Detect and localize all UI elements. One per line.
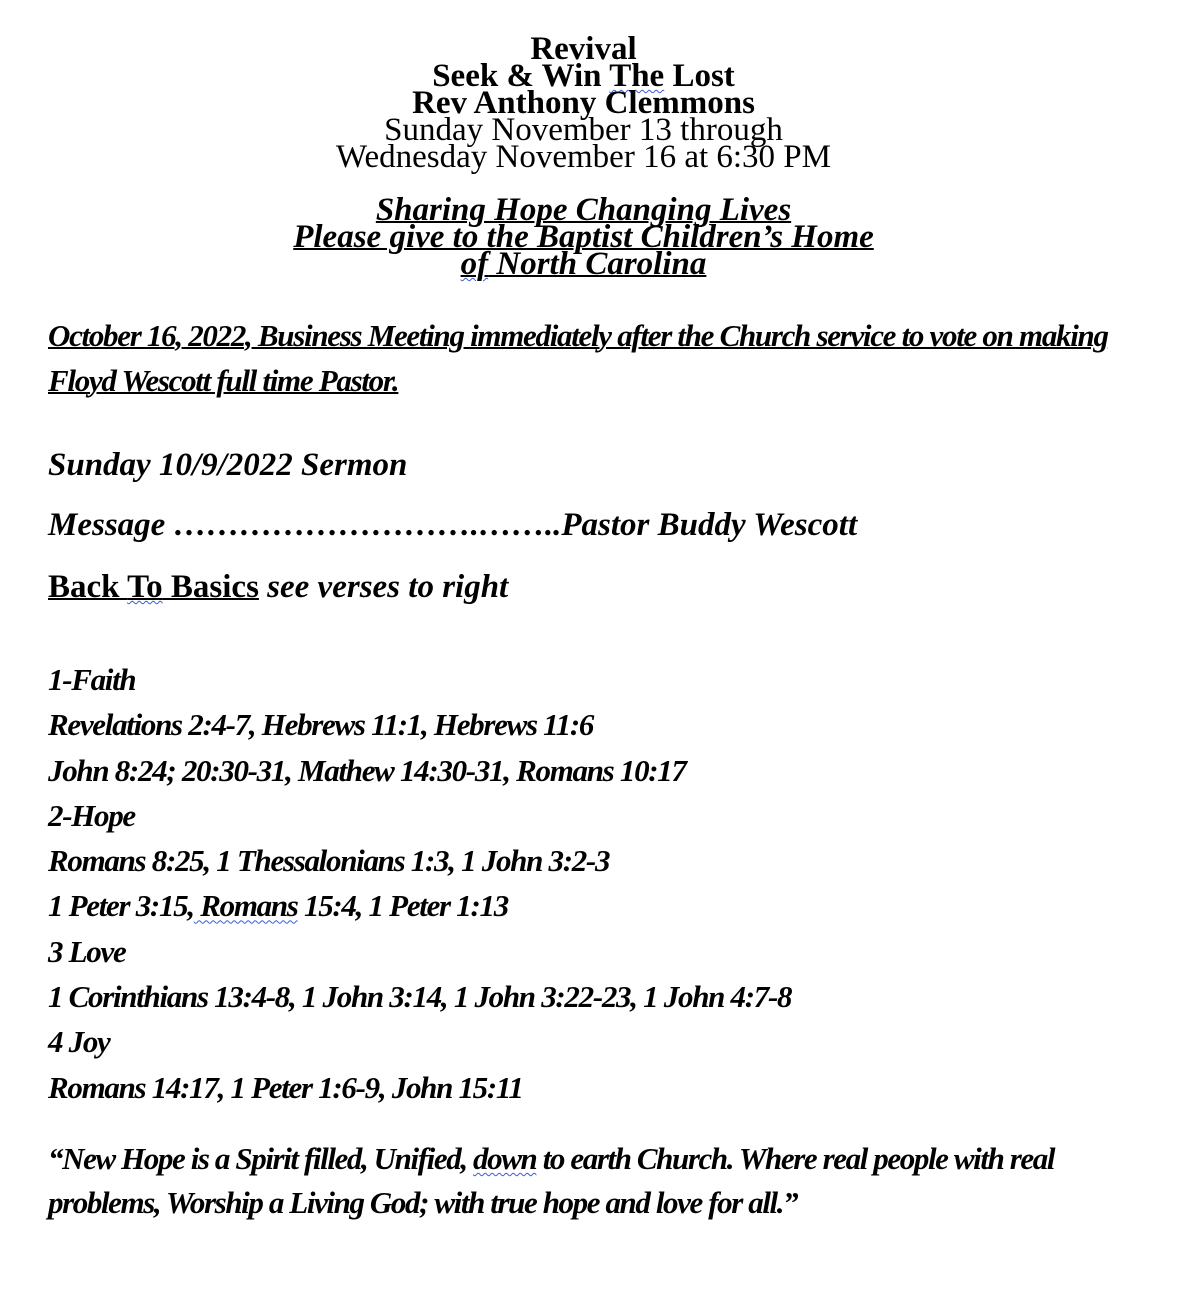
revival-header <box>0 31 1167 282</box>
theme-spellcheck-word: The <box>609 58 665 94</box>
church-mission-quote <box>48 1137 1148 1225</box>
outline-heading-hope: 2-Hope <box>48 797 135 833</box>
sermon-message: Message ……………………….……..Pastor Buddy Wescott <box>48 507 858 543</box>
sermon-title-note: see verses to right <box>258 569 509 605</box>
quote-text-end: to earth Church. Where real people with real problems, Worship a Living God; with true hope and love for all.” <box>48 1141 1055 1220</box>
sermon-title-end: Basics <box>162 569 259 605</box>
outline-heading-faith: 1-Faith <box>48 662 136 697</box>
offering-slogan: Sharing Hope Changing Lives <box>375 192 792 228</box>
business-meeting-notice: October 16, 2022, Business Meeting immediately after the Church service to vote on making Floyd Wescott full time Pastor. <box>48 318 1108 398</box>
outline-verses: Revelations 2:4-7, Hebrews 11:1, Hebrews 11:6 <box>48 707 594 743</box>
location-spellcheck-word: of <box>460 246 489 282</box>
revival-title: Revival <box>530 31 637 67</box>
sermon-title-start: Back <box>48 569 128 605</box>
theme-text-end: Lost <box>664 58 735 94</box>
revival-dates-end: Wednesday November 16 at 6:30 PM <box>336 139 831 175</box>
sermon-date: Sunday 10/9/2022 Sermon <box>48 447 408 483</box>
revival-dates-start: Sunday November 13 through <box>384 112 783 148</box>
outline-verses: 1 Peter 3:15, Romans 15:4, 1 Peter 1:13 <box>48 888 508 924</box>
sermon-title-spellcheck-word: To <box>127 569 163 605</box>
quote-spellcheck-word: down <box>473 1141 537 1176</box>
sermon-title <box>48 569 259 605</box>
outline-verses: Romans 8:25, 1 Thessalonians 1:3, 1 John 3:2-3 <box>48 843 610 879</box>
verse-spellcheck-word: Romans <box>193 888 298 924</box>
outline-verses: 1 Corinthians 13:4-8, 1 John 3:14, 1 John 3:22-23, 1 John 4:7-8 <box>48 979 792 1015</box>
location-text: North Carolina <box>488 246 707 282</box>
offering-appeal: Please give to the Baptist Children’s Home <box>293 219 874 255</box>
sermon-title-line <box>48 569 508 606</box>
revival-speaker: Rev Anthony Clemmons <box>412 85 755 121</box>
quote-text-start: “New Hope is a Spirit filled, Unified, <box>48 1141 474 1176</box>
theme-text-start: Seek & Win <box>432 58 610 94</box>
outline-heading-joy: 4 Joy <box>48 1024 110 1060</box>
outline-verses: Romans 14:17, 1 Peter 1:6-9, John 15:11 <box>48 1069 523 1105</box>
outline-verses: John 8:24; 20:30-31, Mathew 14:30-31, Romans 10:17 <box>48 752 686 788</box>
offering-appeal-location <box>0 246 1167 282</box>
sermon-outline <box>48 657 1138 1110</box>
outline-heading-love: 3 Love <box>48 933 126 969</box>
